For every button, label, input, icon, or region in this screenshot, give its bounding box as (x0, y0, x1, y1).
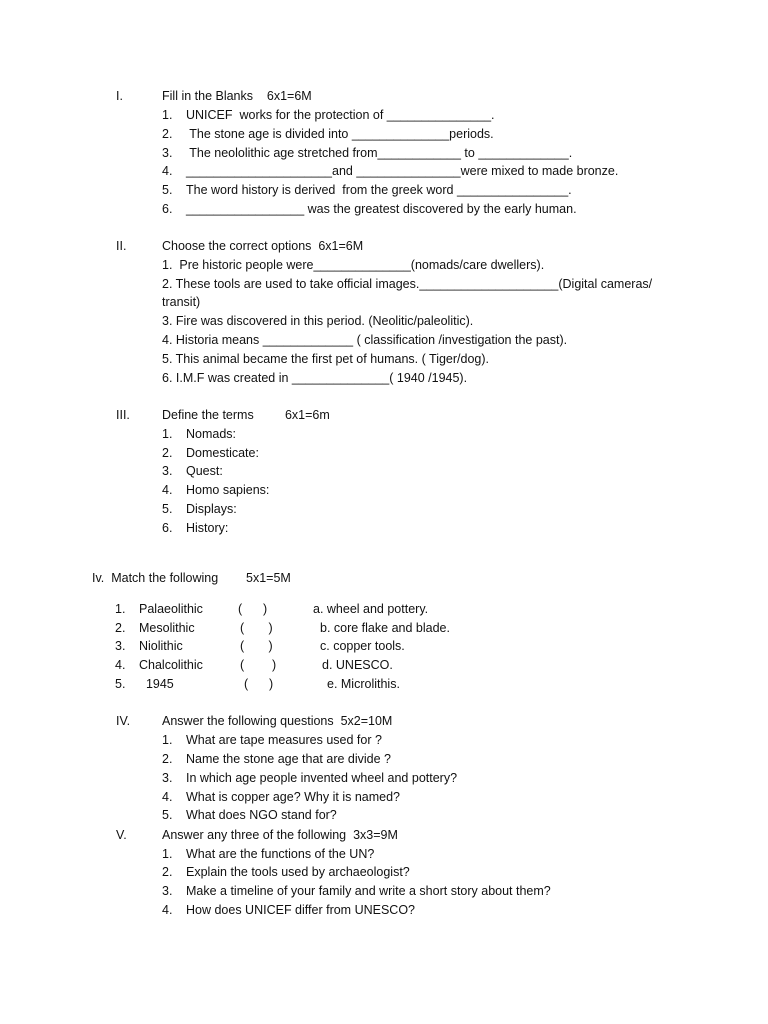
s3-item-1-number: 1. (162, 427, 173, 441)
section-3-heading: Define the terms 6x1=6m (162, 408, 330, 422)
s6-item-3-text: Make a timeline of your family and write a short story about them? (186, 884, 551, 898)
s1-item-4-text: _____________________and _______________were mixed to made bronze. (186, 164, 619, 178)
s1-item-4-number: 4. (162, 164, 173, 178)
section-6-numeral: V. (116, 828, 127, 842)
match-row-1-bracket: ( ) (238, 602, 268, 616)
section-2-numeral: II. (116, 239, 127, 253)
s3-item-2-number: 2. (162, 446, 173, 460)
s6-item-3-number: 3. (162, 884, 173, 898)
s6-item-2-text: Explain the tools used by archaeologist? (186, 865, 410, 879)
match-row-4-right: d. UNESCO. (322, 658, 393, 672)
match-row-5-bracket: ( ) (244, 677, 274, 691)
s2-line-5: 4. Historia means _____________ ( classification /investigation the past). (162, 333, 568, 347)
s5-item-3-number: 3. (162, 771, 173, 785)
s3-item-6-number: 6. (162, 521, 173, 535)
s1-item-2-text: The stone age is divided into ______________periods. (186, 127, 494, 141)
section-1-heading: Fill in the Blanks 6x1=6M (162, 89, 312, 103)
s1-item-1-text: UNICEF works for the protection of _______________. (186, 108, 495, 122)
section-5-heading: Answer the following questions 5x2=10M (162, 714, 393, 728)
s1-item-2-number: 2. (162, 127, 173, 141)
s6-item-4-number: 4. (162, 903, 173, 917)
match-row-3-right: c. copper tools. (320, 639, 405, 653)
s2-line-6: 5. This animal became the first pet of humans. ( Tiger/dog). (162, 352, 490, 366)
section-6-heading: Answer any three of the following 3x3=9M (162, 828, 398, 842)
s5-item-4-text: What is copper age? Why it is named? (186, 790, 400, 804)
section-5-numeral: IV. (116, 714, 131, 728)
s3-item-5-number: 5. (162, 502, 173, 516)
match-row-4-bracket: ( ) (240, 658, 277, 672)
s1-item-1-number: 1. (162, 108, 173, 122)
s5-item-2-text: Name the stone age that are divide ? (186, 752, 391, 766)
match-row-5-number: 5. (115, 677, 126, 691)
s1-item-3-number: 3. (162, 146, 173, 160)
s3-item-3-number: 3. (162, 464, 173, 478)
s6-item-2-number: 2. (162, 865, 173, 879)
s1-item-6-text: _________________ was the greatest discovered by the early human. (186, 202, 577, 216)
s6-item-4-text: How does UNICEF differ from UNESCO? (186, 903, 415, 917)
match-row-5-left: 1945 (139, 677, 174, 691)
s5-item-5-text: What does NGO stand for? (186, 808, 337, 822)
section-1-numeral: I. (116, 89, 123, 103)
match-row-1-number: 1. (115, 602, 126, 616)
s2-line-7: 6. I.M.F was created in ______________( 1940 /1945). (162, 371, 468, 385)
s2-line-4: 3. Fire was discovered in this period. (Neolitic/paleolitic). (162, 314, 474, 328)
match-row-4-number: 4. (115, 658, 126, 672)
s1-item-5-number: 5. (162, 183, 173, 197)
match-row-1-left: Palaeolithic (139, 602, 203, 616)
s5-item-4-number: 4. (162, 790, 173, 804)
match-row-4-left: Chalcolithic (139, 658, 203, 672)
s3-item-5-text: Displays: (186, 502, 237, 516)
s2-line-2: 2. These tools are used to take official images.____________________(Digital cameras/ (162, 277, 653, 291)
s5-item-1-text: What are tape measures used for ? (186, 733, 382, 747)
match-row-3-number: 3. (115, 639, 126, 653)
s6-item-1-text: What are the functions of the UN? (186, 847, 375, 861)
match-row-2-right: b. core flake and blade. (320, 621, 450, 635)
s5-item-5-number: 5. (162, 808, 173, 822)
match-row-2-bracket: ( ) (240, 621, 273, 635)
match-row-2-left: Mesolithic (139, 621, 195, 635)
s2-line-3: transit) (162, 295, 201, 309)
s3-item-1-text: Nomads: (186, 427, 237, 441)
match-row-1-right: a. wheel and pottery. (313, 602, 429, 616)
s3-item-3-text: Quest: (186, 464, 223, 478)
s5-item-3-text: In which age people invented wheel and pottery? (186, 771, 458, 785)
s3-item-4-number: 4. (162, 483, 173, 497)
match-row-5-right: e. Microlithis. (327, 677, 400, 691)
s3-item-2-text: Domesticate: (186, 446, 259, 460)
s1-item-5-text: The word history is derived from the greek word ________________. (186, 183, 572, 197)
s2-line-1: 1. Pre historic people were______________(nomads/care dwellers). (162, 258, 545, 272)
s3-item-4-text: Homo sapiens: (186, 483, 270, 497)
s6-item-1-number: 1. (162, 847, 173, 861)
s1-item-6-number: 6. (162, 202, 173, 216)
match-row-3-bracket: ( ) (240, 639, 273, 653)
match-row-3-left: Niolithic (139, 639, 183, 653)
s1-item-3-text: The neololithic age stretched from____________ to _____________. (186, 146, 573, 160)
s5-item-1-number: 1. (162, 733, 173, 747)
section-4-heading: Iv. Match the following 5x1=5M (92, 571, 291, 585)
s5-item-2-number: 2. (162, 752, 173, 766)
s3-item-6-text: History: (186, 521, 229, 535)
section-2-heading: Choose the correct options 6x1=6M (162, 239, 364, 253)
match-row-2-number: 2. (115, 621, 126, 635)
section-3-numeral: III. (116, 408, 130, 422)
